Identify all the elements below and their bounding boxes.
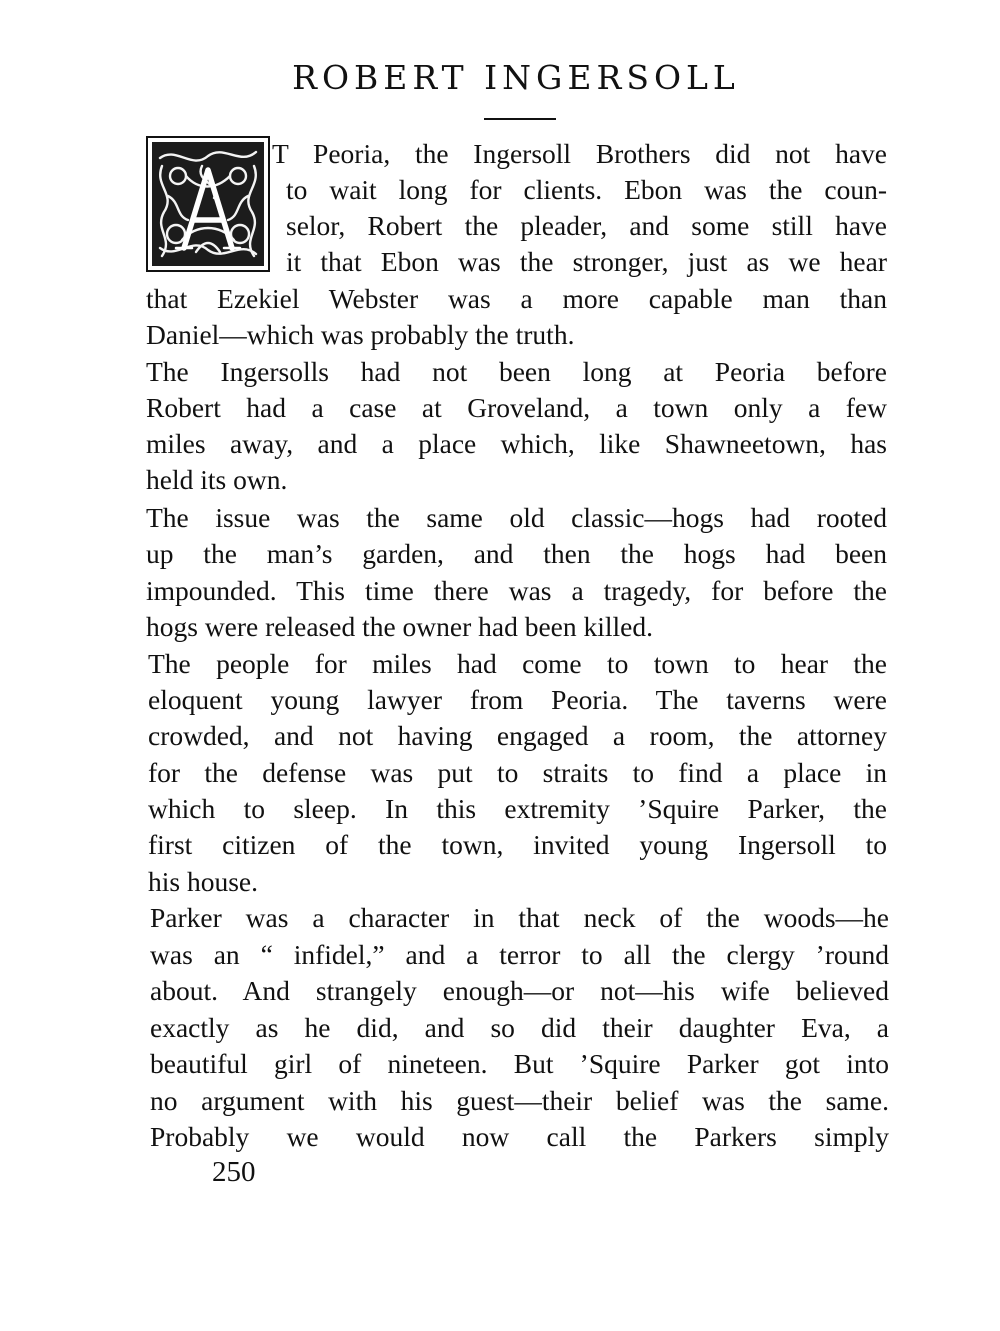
text-line: hogs were released the owner had been killed.: [146, 611, 654, 642]
text-line: which to sleep. In this extremity ’Squire Parker, the: [148, 793, 887, 824]
text-line: Daniel—which was probably the truth.: [146, 319, 575, 350]
text-line: that Ezekiel Webster was a more capable man than: [146, 283, 887, 314]
text-line: was an “ infidel,” and a terror to all the clergy ’round: [150, 939, 889, 970]
text-line: The people for miles had come to town to hear the: [148, 648, 887, 679]
text-line: his house.: [148, 866, 258, 897]
text-line: exactly as he did, and so did their daughter Eva, a: [150, 1012, 889, 1043]
text-line: The issue was the same old classic—hogs had rooted: [146, 502, 887, 533]
text-line: miles away, and a place which, like Shawneetown, has: [146, 428, 887, 459]
text-line: Robert had a case at Groveland, a town only a few: [146, 392, 887, 423]
text-line: crowded, and not having engaged a room, the attorney: [148, 720, 887, 751]
text-line: eloquent young lawyer from Peoria. The taverns were: [148, 684, 887, 715]
text-line: for the defense was put to straits to find a place in: [148, 757, 887, 788]
text-line: selor, Robert the pleader, and some still have: [286, 210, 887, 241]
text-line: no argument with his guest—their belief was the same.: [150, 1085, 889, 1116]
page-number: 250: [212, 1156, 256, 1188]
text-line: Probably we would now call the Parkers simply: [150, 1121, 889, 1152]
text-line: it that Ebon was the stronger, just as we hear: [286, 246, 887, 277]
text-line: to wait long for clients. Ebon was the coun-: [286, 174, 887, 205]
text-line: The Ingersolls had not been long at Peoria before: [146, 356, 887, 387]
text-line: held its own.: [146, 464, 288, 495]
text-line: Parker was a character in that neck of the woods—he: [150, 902, 889, 933]
text-line: up the man’s garden, and then the hogs had been: [146, 538, 887, 569]
ornamental-initial: [146, 136, 270, 272]
text-line: beautiful girl of nineteen. But ’Squire Parker got into: [150, 1048, 889, 1079]
text-line: about. And strangely enough—or not—his wife believed: [150, 975, 889, 1006]
header-rule: [484, 118, 556, 120]
text-line: first citizen of the town, invited young Ingersoll to: [148, 829, 887, 860]
text-line: impounded. This time there was a tragedy, for before the: [146, 575, 887, 606]
text-line: T Peoria, the Ingersoll Brothers did not have: [272, 138, 887, 169]
running-head: ROBERT INGERSOLL: [292, 58, 740, 97]
